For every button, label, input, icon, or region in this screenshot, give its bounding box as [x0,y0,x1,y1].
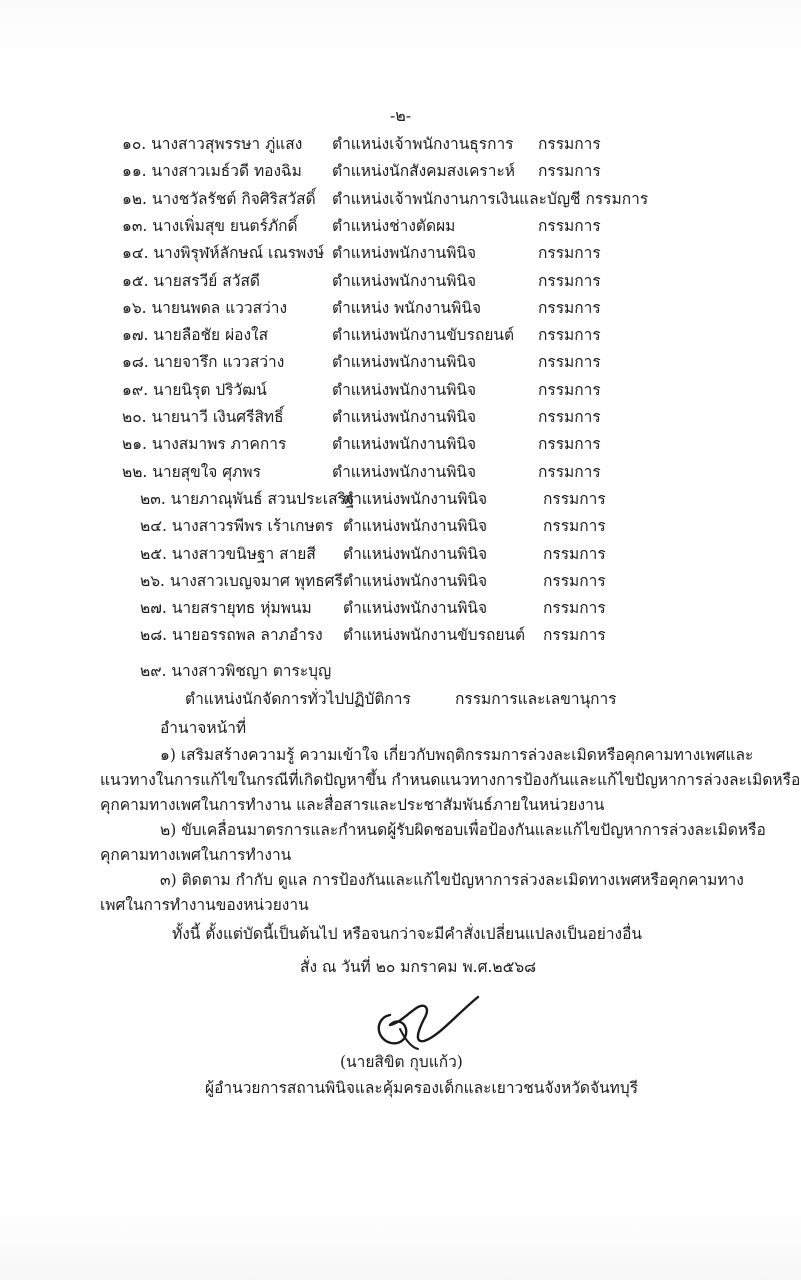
member-row [0,513,801,539]
member-position: ตำแหน่งพนักงานพินิจ [332,435,477,453]
member-position: ตำแหน่งเจ้าพนักงานธุรการ [332,135,514,153]
last-member-row [0,658,801,684]
member-row [0,568,801,594]
member-position: ตำแหน่งช่างตัดผม [332,217,456,235]
member-role: กรรมการ [543,626,606,644]
member-role: กรรมการ [538,272,601,290]
duty-1-line-2: แนวทางในการแก้ไขในกรณีที่เกิดปัญหาขึ้น กำหนดแนวทางการป้องกันและแก้ไขปัญหาการล่วงละเมิดหรือ [100,771,801,789]
member-role: กรรมการ [543,599,606,617]
member-role: กรรมการ [538,463,601,481]
member-position: ตำแหน่งพนักงานพินิจ [332,463,477,481]
member-position: ตำแหน่งพนักงานขับรถยนต์ [332,326,515,344]
member-position: ตำแหน่งเจ้าพนักงานการเงินและบัญชี กรรมการ [332,190,649,208]
member-position: ตำแหน่งนักสังคมสงเคราะห์ [332,162,516,180]
member-row [0,349,801,375]
member-position: ตำแหน่ง พนักงานพินิจ [332,299,482,317]
signer-name: (นายสิขิต กุบแก้ว) [340,1053,463,1071]
member-name: ๒๗. นายสรายุทธ หุ่มพนม [140,599,312,617]
member-name: ๒๕. นางสาวขนิษฐา สายสี [140,545,316,563]
member-role: กรรมการ [538,408,601,426]
member-name: ๒๑. นางสมาพร ภาคการ [122,435,287,453]
duty-3-line-2: เพศในการทำงานของหน่วยงาน [100,896,309,914]
member-name: ๑๐. นางสาวสุพรรษา ภู่แสง [122,135,303,153]
last-member-role: กรรมการและเลขานุการ [455,690,617,708]
member-name: ๑๗. นายลือชัย ผ่องใส [122,326,269,344]
member-row [0,213,801,239]
member-name: ๑๕. นายสรวีย์ สวัสดี [122,272,260,290]
member-row [0,486,801,512]
member-role: กรรมการ [538,217,601,235]
member-position: ตำแหน่งพนักงานพินิจ [343,599,488,617]
member-name: ๑๔. นางพิรุฬห์ลักษณ์ เณรพงษ์ [122,244,325,262]
page-number: -๒- [389,106,412,125]
duties-heading: อำนาจหน้าที่ [160,719,247,737]
member-name: ๒๘. นายอรรถพล ลาภอำรง [140,626,323,644]
member-position: ตำแหน่งพนักงานขับรถยนต์ [343,626,526,644]
member-position: ตำแหน่งพนักงานพินิจ [332,381,477,399]
closing-statement: ทั้งนี้ ตั้งแต่บัดนี้เป็นต้นไป หรือจนกว่าจะมีคำสั่งเปลี่ยนแปลงเป็นอย่างอื่น [172,925,643,943]
member-position: ตำแหน่งพนักงานพินิจ [332,272,477,290]
member-role: กรรมการ [538,244,601,262]
member-name: ๑๖. นายนพดล แววสว่าง [122,299,288,317]
member-role: กรรมการ [538,299,601,317]
duty-2-line-2: คุกคามทางเพศในการทำงาน [100,846,292,864]
duty-1-line-1: ๑) เสริมสร้างความรู้ ความเข้าใจ เกี่ยวกับพฤติกรรมการล่วงละเมิดหรือคุกคามทางเพศและ [160,746,754,764]
member-row [0,322,801,348]
duty-2-line-1: ๒) ขับเคลื่อนมาตรการและกำหนดผู้รับผิดชอบเพื่อป้องกันและแก้ไขปัญหาการล่วงละเมิดหรือ [160,821,766,839]
member-role: กรรมการ [538,162,601,180]
member-role: กรรมการ [538,353,601,371]
member-role: กรรมการ [543,490,606,508]
member-role: กรรมการ [538,381,601,399]
member-position: ตำแหน่งพนักงานพินิจ [343,490,488,508]
member-position: ตำแหน่งพนักงานพินิจ [332,408,477,426]
member-name: ๒๒. นายสุขใจ ศุภพร [122,463,261,481]
duty-1-line-3: คุกคามทางเพศในการทำงาน และสื่อสารและประชาสัมพันธ์ภายในหน่วยงาน [100,796,605,814]
member-row [0,595,801,621]
member-name: ๑๓. นางเพิ่มสุข ยนตร์ภักดิ์ [122,217,298,235]
member-position: ตำแหน่งพนักงานพินิจ [343,545,488,563]
member-name: ๑๘. นายจารึก แววสว่าง [122,353,285,371]
member-role: กรรมการ [543,517,606,535]
member-name: ๒๐. นายนาวี เงินศรีสิทธิ์ [122,408,284,426]
member-role: กรรมการ [538,135,601,153]
member-name: ๒๙. นางสาวพิชญา ตาระบุญ [140,662,332,680]
member-position: ตำแหน่งพนักงานพินิจ [343,572,488,590]
member-row [0,377,801,403]
member-row [0,459,801,485]
member-name: ๑๒. นางชวัลรัชต์ กิจศิริสวัสดิ์ [122,190,316,208]
member-name: ๑๑. นางสาวเมธ์วดี ทองฉิม [122,162,302,180]
member-row [0,295,801,321]
signature-mark [360,985,495,1055]
member-row [0,158,801,184]
member-row [0,240,801,266]
member-name: ๑๙. นายนิรุต ปริวัฒน์ [122,381,267,399]
last-member-position: ตำแหน่งนักจัดการทั่วไปปฏิบัติการ [185,690,411,708]
member-role: กรรมการ [543,572,606,590]
member-position: ตำแหน่งพนักงานพินิจ [332,244,477,262]
member-row [0,131,801,157]
member-role: กรรมการ [543,545,606,563]
member-row [0,431,801,457]
member-name: ๒๔. นางสาวรพีพร เร้าเกษตร [140,517,334,535]
member-role: กรรมการ [538,435,601,453]
signer-title: ผู้อำนวยการสถานพินิจและคุ้มครองเด็กและเยาวชนจังหวัดจันทบุรี [205,1079,639,1097]
member-role: กรรมการ [538,326,601,344]
member-position: ตำแหน่งพนักงานพินิจ [332,353,477,371]
member-row [0,622,801,648]
duty-3-line-1: ๓) ติดตาม กำกับ ดูแล การป้องกันและแก้ไขปัญหาการล่วงละเมิดทางเพศหรือคุกคามทาง [160,871,744,889]
member-row [0,186,801,212]
member-row [0,268,801,294]
member-row [0,541,801,567]
member-row [0,404,801,430]
order-date: สั่ง ณ วันที่ ๒๐ มกราคม พ.ศ.๒๕๖๘ [300,958,537,976]
member-name: ๒๖. นางสาวเบญจมาศ พุทธศรี [140,572,343,590]
member-name: ๒๓. นายภาณุพันธ์ สวนประเสริฐ [140,490,355,508]
member-position: ตำแหน่งพนักงานพินิจ [343,517,488,535]
